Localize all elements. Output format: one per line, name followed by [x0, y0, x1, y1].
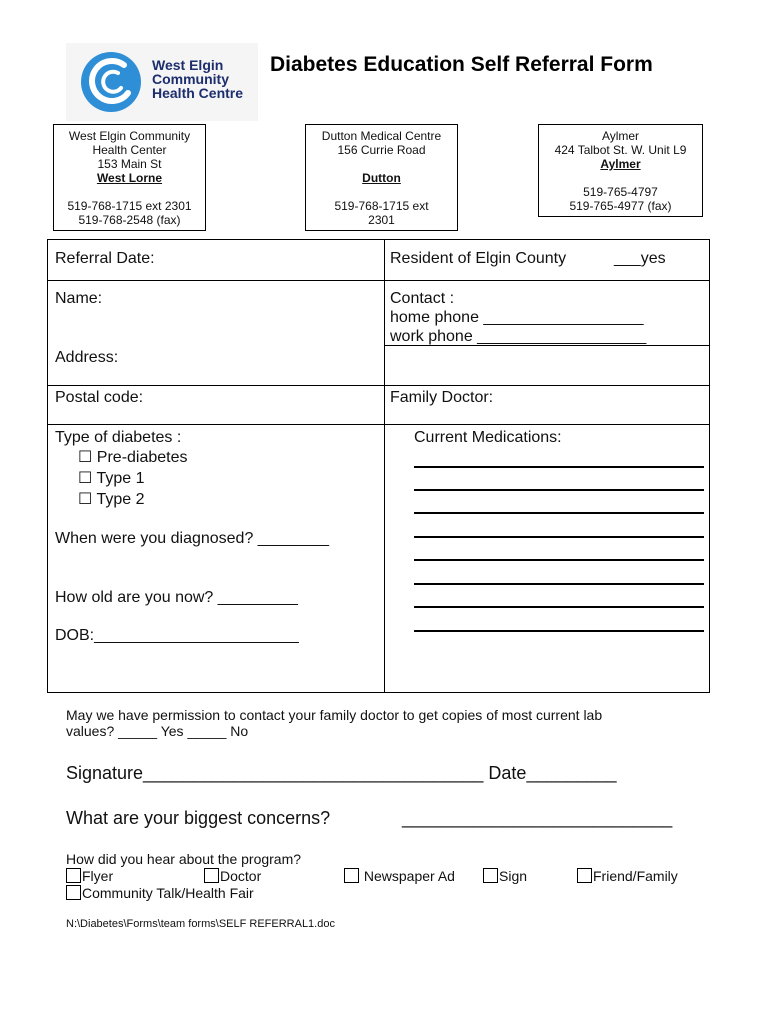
- medication-line[interactable]: [414, 536, 704, 538]
- location-dutton: Dutton Medical Centre 156 Currie Road Dutton 519-768-1715 ext 2301: [305, 124, 458, 231]
- signature-date-field[interactable]: Signature__________________________________ Date_________: [66, 763, 617, 783]
- medication-line[interactable]: [414, 559, 704, 561]
- family-doctor-label: Family Doctor:: [390, 389, 494, 406]
- friend-checkbox[interactable]: [577, 868, 592, 883]
- medication-line[interactable]: [414, 466, 704, 468]
- diagnosed-field[interactable]: When were you diagnosed? ________: [55, 530, 329, 547]
- community-checkbox[interactable]: [66, 885, 81, 900]
- doctor-checkbox[interactable]: [204, 868, 219, 883]
- referral-form-table: [47, 239, 710, 693]
- medication-line[interactable]: [414, 630, 704, 632]
- diabetes-type-label: Type of diabetes :: [55, 429, 182, 446]
- file-path: N:\Diabetes\Forms\team forms\SELF REFERRAL1.doc: [66, 918, 335, 930]
- postal-code-label: Postal code:: [55, 389, 144, 406]
- referral-date-label: Referral Date:: [55, 250, 155, 267]
- logo-text: West Elgin Community Health Centre: [152, 57, 244, 101]
- page-title: Diabetes Education Self Referral Form: [270, 53, 653, 76]
- medication-line[interactable]: [414, 512, 704, 514]
- medication-line[interactable]: [414, 583, 704, 585]
- newspaper-checkbox[interactable]: [344, 868, 359, 883]
- age-field[interactable]: How old are you now? _________: [55, 589, 298, 606]
- medication-line[interactable]: [414, 489, 704, 491]
- friend-option[interactable]: Friend/Family: [577, 868, 678, 884]
- location-aylmer: Aylmer 424 Talbot St. W. Unit L9 Aylmer 519-765-4797 519-765-4977 (fax): [538, 124, 703, 217]
- location-west-lorne: West Elgin Community Health Center 153 Main St West Lorne 519-768-1715 ext 2301 519-768-2548 (fax): [53, 124, 206, 231]
- flyer-option[interactable]: Flyer: [66, 868, 113, 884]
- hear-about-question: How did you hear about the program?: [66, 851, 302, 867]
- medication-line[interactable]: [414, 606, 704, 608]
- sign-checkbox[interactable]: [483, 868, 498, 883]
- community-option[interactable]: Community Talk/Health Fair: [66, 885, 254, 901]
- contact-label: Contact :: [390, 290, 455, 307]
- permission-question[interactable]: May we have permission to contact your family doctor to get copies of most current lab values? _____ Yes _____ No: [66, 707, 603, 739]
- type2-checkbox[interactable]: ☐ Type 2: [78, 491, 145, 508]
- home-phone-field[interactable]: home phone __________________: [390, 309, 644, 326]
- concerns-field[interactable]: ___________________________: [402, 808, 673, 828]
- prediabetes-checkbox[interactable]: ☐ Pre-diabetes: [78, 449, 188, 466]
- dob-field[interactable]: DOB:_______________________: [55, 627, 299, 644]
- type1-checkbox[interactable]: ☐ Type 1: [78, 470, 145, 487]
- name-label: Name:: [55, 290, 103, 307]
- current-medications-label: Current Medications:: [414, 429, 562, 446]
- newspaper-option[interactable]: Newspaper Ad: [344, 868, 455, 884]
- resident-yes-field[interactable]: ___yes: [614, 250, 666, 267]
- flyer-checkbox[interactable]: [66, 868, 81, 883]
- concerns-label: What are your biggest concerns?: [66, 808, 331, 828]
- address-label: Address:: [55, 349, 119, 366]
- resident-label: Resident of Elgin County: [390, 250, 567, 267]
- sign-option[interactable]: Sign: [483, 868, 527, 884]
- work-phone-field[interactable]: work phone ___________________: [390, 328, 647, 345]
- doctor-option[interactable]: Doctor: [204, 868, 261, 884]
